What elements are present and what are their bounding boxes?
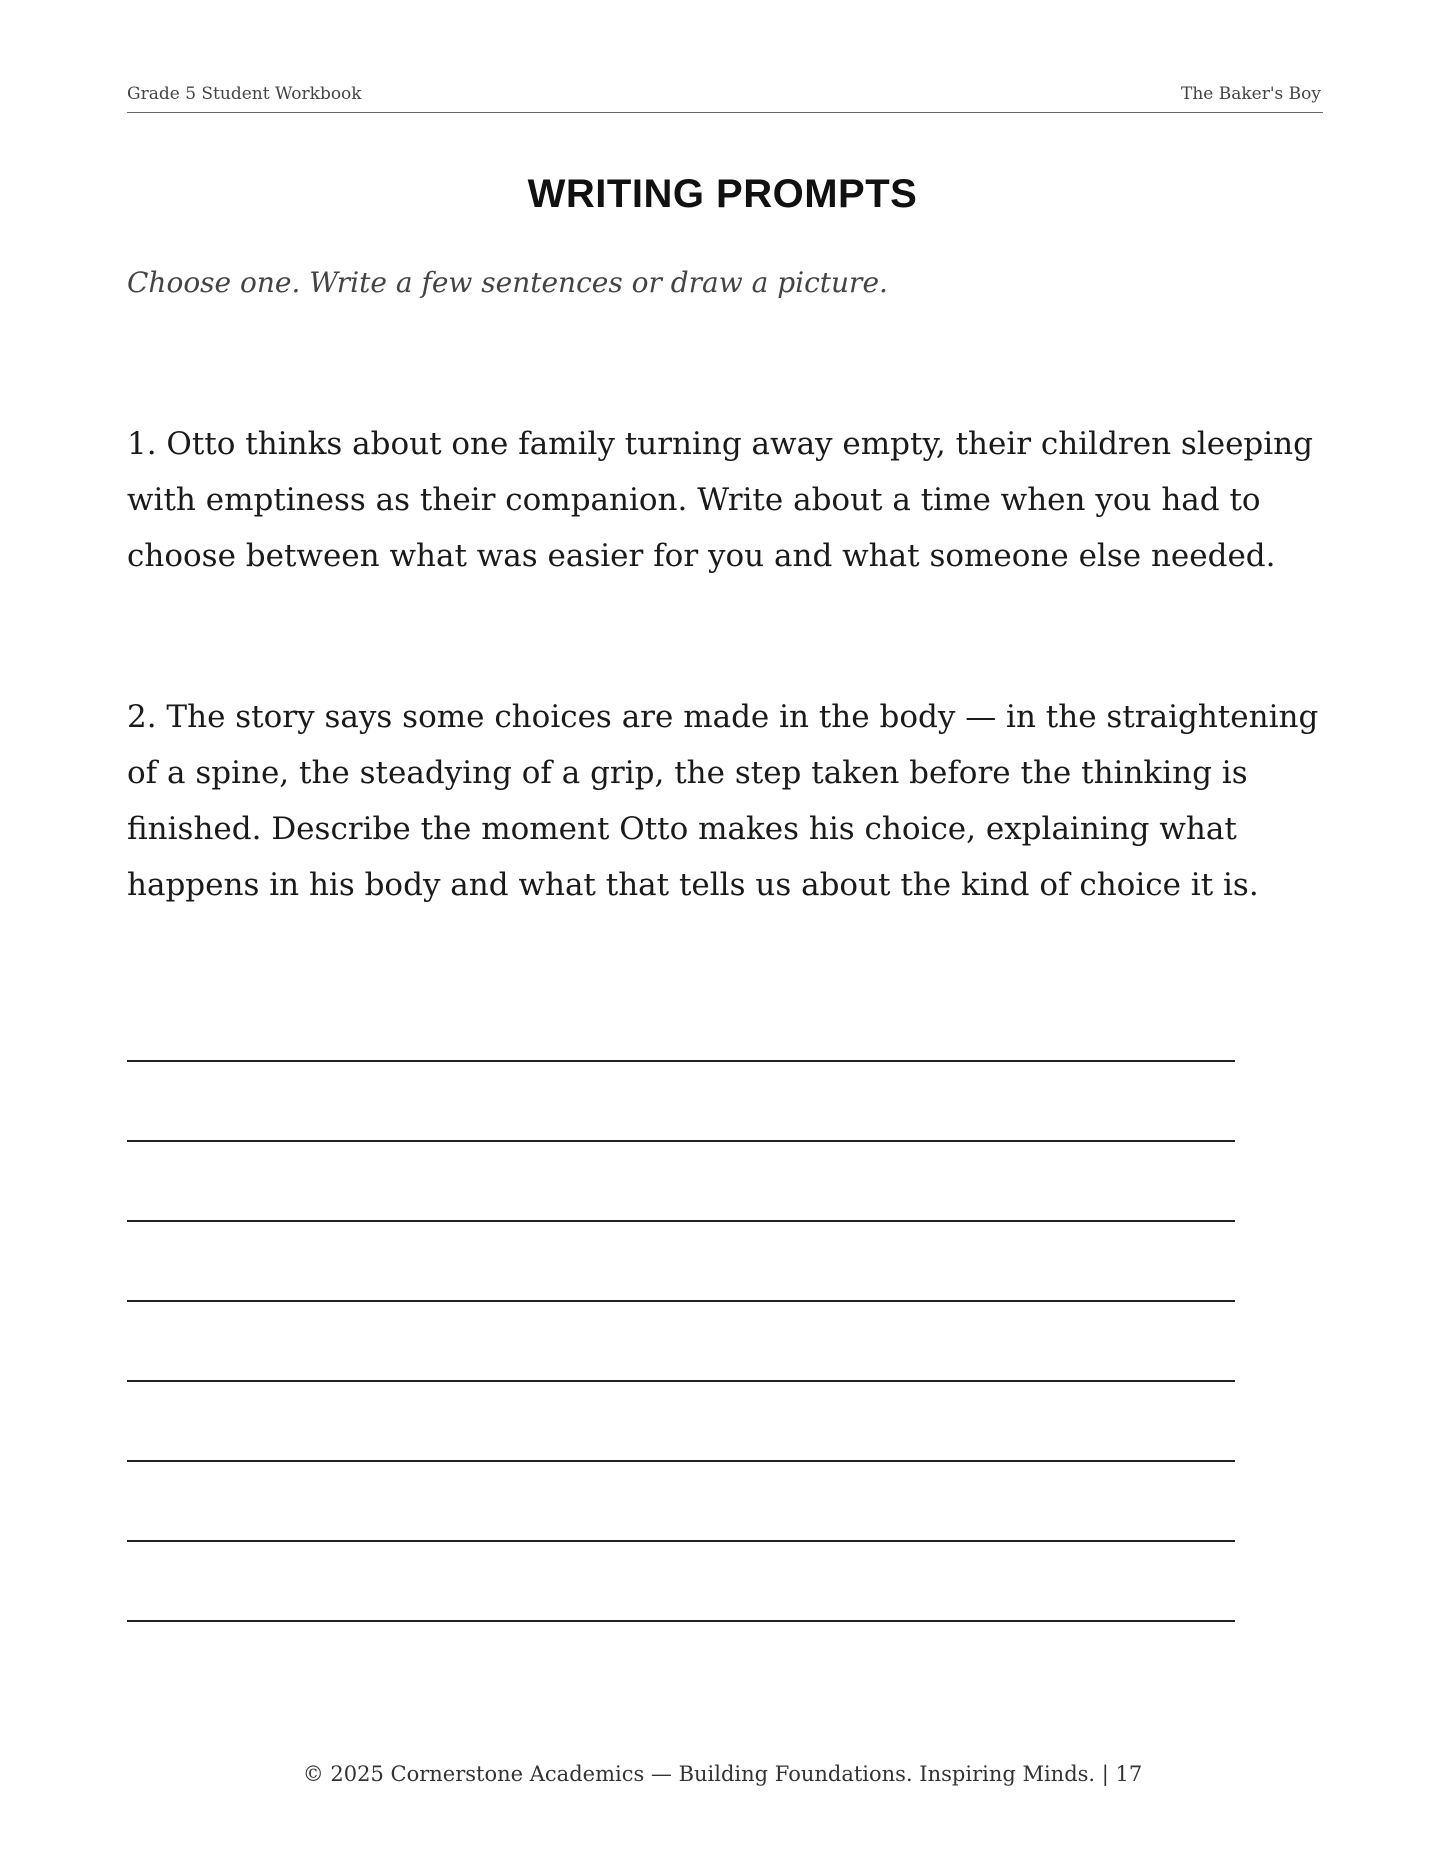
writing-line[interactable] <box>127 1620 1235 1622</box>
writing-line[interactable] <box>127 1060 1235 1062</box>
header-workbook-title: Grade 5 Student Workbook <box>127 84 362 104</box>
writing-line[interactable] <box>127 1220 1235 1222</box>
writing-line[interactable] <box>127 1380 1235 1382</box>
answer-writing-area[interactable] <box>127 1060 1235 1700</box>
instructions: Choose one. Write a few sentences or draw a picture. <box>127 266 888 299</box>
header-story-title: The Baker's Boy <box>1180 84 1321 104</box>
page-title: WRITING PROMPTS <box>527 172 918 216</box>
writing-prompt-1: 1. Otto thinks about one family turning away empty, their children sleeping with emptiness as their companion. Write about a time when you had to choose between what was easier for you and what someone else needed. <box>127 426 1313 574</box>
page-header <box>127 84 1323 113</box>
writing-line[interactable] <box>127 1300 1235 1302</box>
writing-line[interactable] <box>127 1140 1235 1142</box>
writing-prompt-2: 2. The story says some choices are made in the body — in the straightening of a spine, the steadying of a grip, the step taken before the thinking is finished. Describe the moment Otto makes his choice, explaining what happens in his body and what that tells us about the kind of choice it is. <box>127 699 1319 903</box>
writing-line[interactable] <box>127 1540 1235 1542</box>
page-footer: © 2025 Cornerstone Academics — Building Foundations. Inspiring Minds. | 17 <box>302 1762 1143 1786</box>
writing-line[interactable] <box>127 1460 1235 1462</box>
